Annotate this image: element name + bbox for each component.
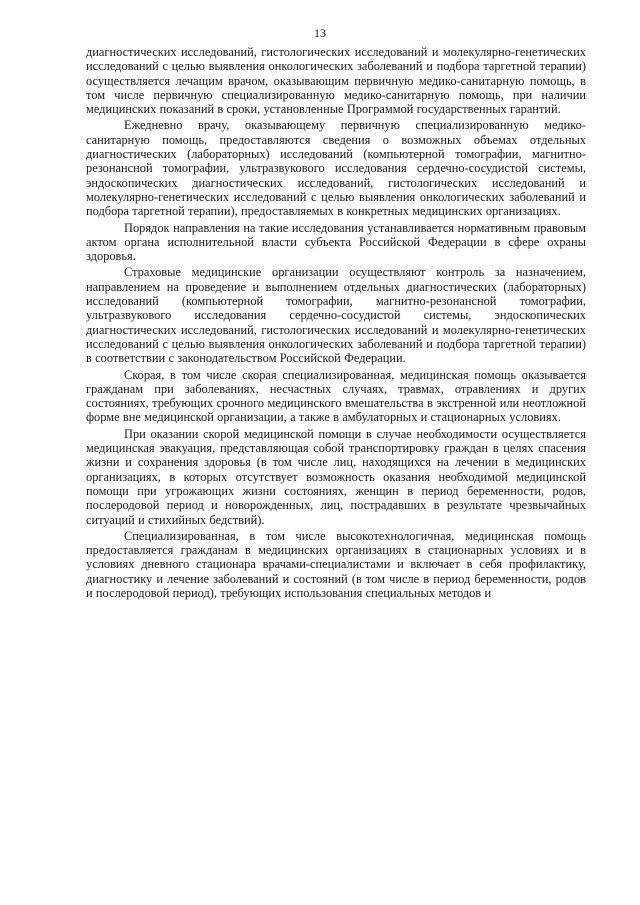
paragraph-insurance-control: Страховые медицинские организации осуществляют контроль за назначением, направлением на проведение и выполнением отдельных диагностических (лабораторных) исследований (компьютерной томографии, магнитно-резонансной томографии, ультразвукового исследования сердечно-сосудистой системы, эндоскопических диагностических исследований, гистологических исследований и молекулярно-генетических исследований с целью выявления онкологических заболеваний и подбора таргетной терапии) в соответствии с законодательством Российской Федерации.: [86, 265, 586, 366]
body-text: [86, 45, 586, 602]
paragraph-referral-order: Порядок направления на такие исследования устанавливается нормативным правовым актом органа исполнительной власти субъекта Российской Федерации в сфере охраны здоровья.: [86, 220, 586, 264]
page-number: 13: [314, 26, 326, 40]
paragraph-medical-evacuation: При оказании скорой медицинской помощи в случае необходимости осуществляется медицинская эвакуация, представляющая собой транспортировку граждан в целях спасения жизни и сохранения здоровья (в том числе лиц, находящихся на лечении в медицинских организациях, в которых отсутствует возможность оказания необходимой медицинской помощи при угрожающих жизни состояниях, женщин в период беременности, родов, послеродовой период и новорожденных, лиц, пострадавших в результате чрезвычайных ситуаций и стихийных бедствий).: [86, 426, 586, 527]
paragraph-daily-info: Ежедневно врачу, оказывающему первичную специализированную медико-санитарную помощь, предоставляются сведения о возможных объемах отдельных диагностических (лабораторных) исследований (компьютерной томографии, магнитно-резонансной томографии, ультразвукового исследования сердечно-сосудистой системы, эндоскопических диагностических исследований, гистологических исследований и молекулярно-генетических исследований с целью выявления онкологических заболеваний и подбора таргетной терапии), предоставляемых в конкретных медицинских организациях.: [86, 118, 586, 219]
paragraph-continuation: диагностических исследований, гистологических исследований и молекулярно-генетических исследований с целью выявления онкологических заболеваний и подбора таргетной терапии) осуществляется лечащим врачом, оказывающим первичную медико-санитарную помощь, в том числе первичную специализированную медико-санитарную помощь, при наличии медицинских показаний в сроки, установленные Программой государственных гарантий.: [86, 45, 586, 117]
paragraph-emergency-care: Скорая, в том числе скорая специализированная, медицинская помощь оказывается гражданам при заболеваниях, несчастных случаях, травмах, отравлениях и других состояниях, требующих срочного медицинского вмешательства в экстренной или неотложной форме вне медицинской организации, а также в амбулаторных и стационарных условиях.: [86, 367, 586, 425]
paragraph-specialized-care: Специализированная, в том числе высокотехнологичная, медицинская помощь предоставляется гражданам в медицинских организациях в стационарных условиях и в условиях дневного стационара врачами-специалистами и включает в себя профилактику, диагностику и лечение заболеваний и состояний (в том числе в период беременности, родов и послеродовой период), требующих использования специальных методов и: [86, 528, 586, 600]
